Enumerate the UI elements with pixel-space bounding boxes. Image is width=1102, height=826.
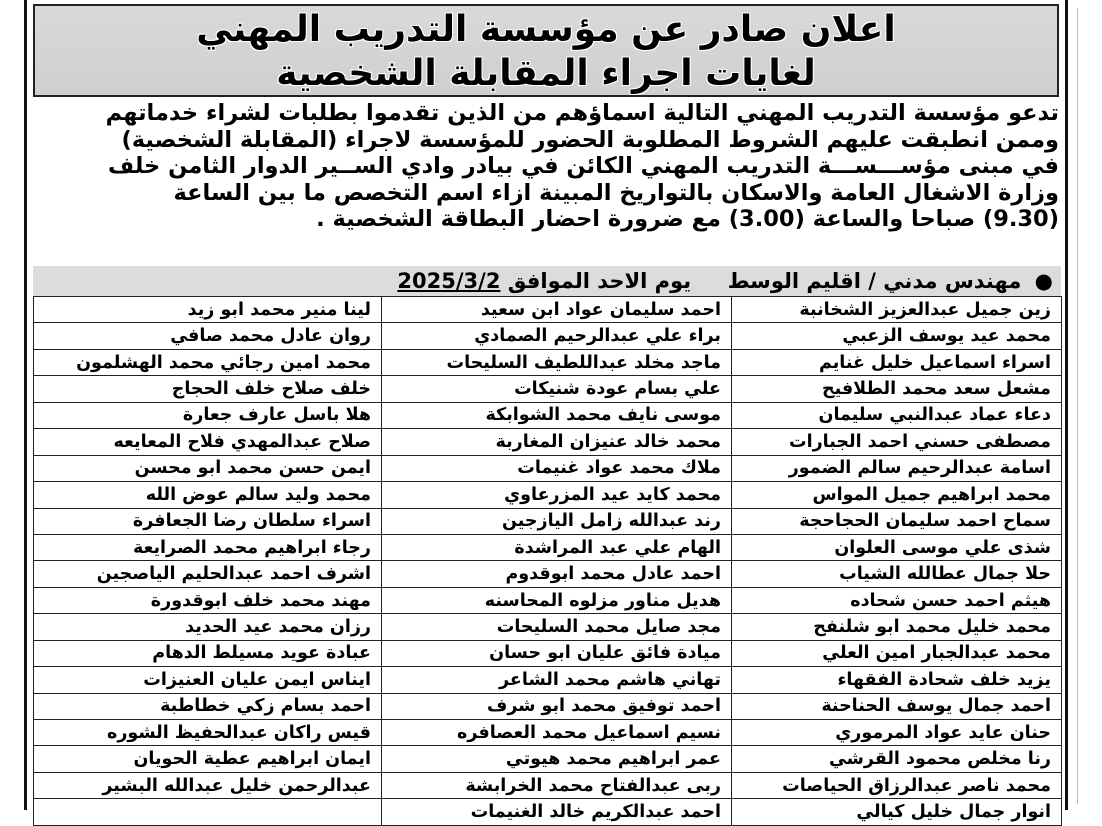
table-row [34,508,1062,534]
name-cell: صلاح عبدالمهدي فلاح المعايعه [34,429,382,455]
name-cell: روان عادل محمد صافي [34,323,382,349]
title-line-2: لغايات اجراء المقابلة الشخصية [276,53,816,94]
name-cell: سماح احمد سليمان الحجاحجة [732,508,1062,534]
name-cell: احمد عبدالكريم خالد الغنيمات [382,799,732,825]
table-row [34,772,1062,798]
table-row [34,482,1062,508]
table-row [34,297,1062,323]
name-cell: احمد بسام زكي خطاطبة [34,693,382,719]
name-cell: رند عبدالله زامل اليازجين [382,508,732,534]
name-cell: رنا مخلص محمود القرشي [732,746,1062,772]
name-cell: خلف صلاح خلف الحجاج [34,376,382,402]
name-cell: قيس راكان عبدالحفيظ الشوره [34,720,382,746]
name-cell: هيثم احمد حسن شحاده [732,587,1062,613]
intro-paragraph [41,100,1059,233]
name-cell: براء علي عبدالرحيم الصمادي [382,323,732,349]
name-cell: محمد امين رجائي محمد الهشلمون [34,349,382,375]
name-cell: عبدالرحمن خليل عبدالله البشير [34,772,382,798]
page-edge-rule [1077,8,1078,804]
table-row [34,614,1062,640]
name-cell: محمد كايد عيد المزرعاوي [382,482,732,508]
table-row [34,587,1062,613]
table-row [34,561,1062,587]
advertisement-page [24,0,1068,823]
table-row [34,429,1062,455]
table-row [34,349,1062,375]
table-row [34,455,1062,481]
section-day: يوم الاحد الموافق [507,269,692,293]
name-cell: محمد خليل محمد ابو شلنفح [732,614,1062,640]
name-cell: احمد سليمان عواد ابن سعيد [382,297,732,323]
table-row [34,534,1062,560]
name-cell: ميادة فائق عليان ابو حسان [382,640,732,666]
name-cell: رزان محمد عيد الحديد [34,614,382,640]
title-line-1: اعلان صادر عن مؤسسة التدريب المهني [196,9,896,50]
table-row [34,693,1062,719]
table-row [34,323,1062,349]
intro-line: (9.30) صباحا والساعة (3.00) مع ضرورة احضار البطاقة الشخصية . [316,206,1059,232]
name-cell: رجاء ابراهيم محمد الصرايعة [34,534,382,560]
name-cell: شذى علي موسى العلوان [732,534,1062,560]
name-cell: موسى نايف محمد الشوابكة [382,402,732,428]
intro-line: تدعو مؤسسة التدريب المهني التالية اسماؤهم من الذين تقدموا بطلبات لشراء خدماتهم [105,100,1059,126]
name-cell: ماجد مخلد عبداللطيف السليحات [382,349,732,375]
table-row [34,720,1062,746]
name-cell: محمد عيد يوسف الزعبي [732,323,1062,349]
intro-line: في مبنى مؤســـســـة التدريب المهني الكائن في بيادر وادي الســير الدوار الثامن خلف [108,153,1059,179]
name-cell: ملاك محمد عواد غنيمات [382,455,732,481]
name-cell: اسراء اسماعيل خليل غنايم [732,349,1062,375]
name-cell: محمد ابراهيم جميل المواس [732,482,1062,508]
name-cell: محمد وليد سالم عوض الله [34,482,382,508]
name-cell: مشعل سعد محمد الطلافيح [732,376,1062,402]
names-table [33,296,1062,826]
name-cell: ربى عبدالفتاح محمد الخرابشة [382,772,732,798]
name-cell: مجد صايل محمد السليحات [382,614,732,640]
name-cell: علي بسام عودة شنيكات [382,376,732,402]
section-date: 2025/3/2 [397,269,501,293]
name-cell: احمد توفيق محمد ابو شرف [382,693,732,719]
name-cell: محمد خالد عنيزان المغاربة [382,429,732,455]
name-cell: هلا باسل عارف جعارة [34,402,382,428]
name-cell: ايناس ايمن عليان العنيزات [34,667,382,693]
name-cell: زين جميل عبدالعزيز الشخانبة [732,297,1062,323]
name-cell: يزيد خلف شحادة الفقهاء [732,667,1062,693]
name-cell: حنان عايد عواد المرموري [732,720,1062,746]
name-cell: اسراء سلطان رضا الجعافرة [34,508,382,534]
name-cell: احمد جمال يوسف الحناحنة [732,693,1062,719]
name-cell: هديل مناور مزلوه المحاسنه [382,587,732,613]
intro-line: وممن انطبقت عليهم الشروط المطلوبة الحضور للمؤسسة لاجراء (المقابلة الشخصية) [121,126,1059,153]
name-cell: محمد ناصر عبدالرزاق الحياصات [732,772,1062,798]
table-row [34,746,1062,772]
title-banner [33,4,1059,97]
name-cell: عمر ابراهيم محمد هيوتي [382,746,732,772]
name-cell: تهاني هاشم محمد الشاعر [382,667,732,693]
name-cell: دعاء عماد عبدالنبي سليمان [732,402,1062,428]
name-cell: اسامة عبدالرحيم سالم الضمور [732,455,1062,481]
name-cell: محمد عبدالجبار امين العلي [732,640,1062,666]
name-cell: احمد عادل محمد ابوقدوم [382,561,732,587]
table-row [34,799,1062,825]
name-cell: مهند محمد خلف ابوقدورة [34,587,382,613]
name-cell [34,799,382,825]
name-cell: نسيم اسماعيل محمد العصافره [382,720,732,746]
table-row [34,667,1062,693]
section-title: مهندس مدني / اقليم الوسط [727,269,1022,293]
name-cell: مصطفى حسني احمد الجبارات [732,429,1062,455]
name-cell: انوار جمال خليل كيالي [732,799,1062,825]
name-cell: عبادة عويد مسيلط الدهام [34,640,382,666]
table-row [34,402,1062,428]
table-row [34,640,1062,666]
bullet-icon: ● [1034,269,1053,293]
section-heading [33,266,1061,296]
name-cell: لينا منير محمد ابو زيد [34,297,382,323]
name-cell: ايمان ابراهيم عطية الحويان [34,746,382,772]
table-row [34,376,1062,402]
name-cell: الهام علي عبد المراشدة [382,534,732,560]
name-cell: ايمن حسن محمد ابو محسن [34,455,382,481]
name-cell: اشرف احمد عبدالحليم الياصجين [34,561,382,587]
name-cell: حلا جمال عطالله الشياب [732,561,1062,587]
intro-line: وزارة الاشغال العامة والاسكان بالتواريخ المبينة ازاء اسم التخصص ما بين الساعة [173,179,1059,206]
